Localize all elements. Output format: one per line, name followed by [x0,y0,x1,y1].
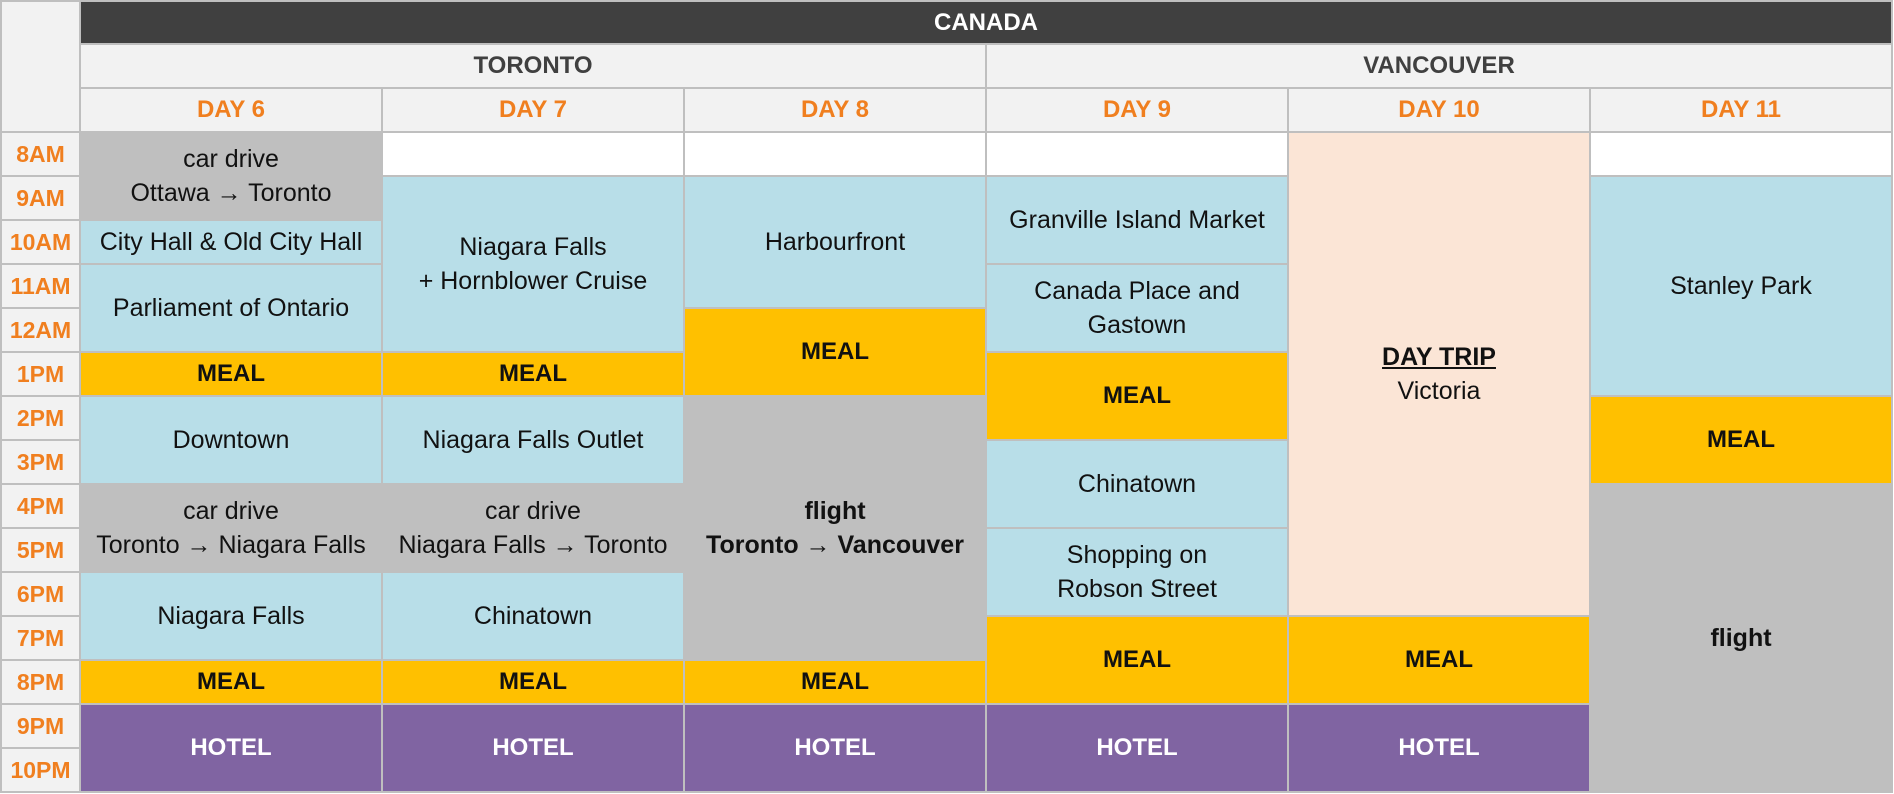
activity-block: Niagara Falls [81,573,383,661]
meal-block: MEAL [987,617,1289,705]
travel-block: car drive Toronto → Niagara Falls [81,485,383,573]
activity-block: Stanley Park [1591,177,1893,397]
activity-block: Shopping on Robson Street [987,529,1289,617]
activity-block: Downtown [81,397,383,485]
activity-block: Parliament of Ontario [81,265,383,353]
time-label: 6PM [0,573,81,617]
activity-block: Chinatown [987,441,1289,529]
flight-block: flight [1591,485,1893,793]
activity-block: Granville Island Market [987,177,1289,265]
corner-cell [0,0,81,133]
travel-block: car drive Ottawa → Toronto [81,133,383,221]
hotel-block: HOTEL [383,705,685,793]
city-header-vancouver: VANCOUVER [987,45,1893,89]
day-header: DAY 6 [81,89,383,133]
day-header: DAY 8 [685,89,987,133]
flight-block: flight Toronto → Vancouver [685,397,987,661]
day-header: DAY 11 [1591,89,1893,133]
time-label: 2PM [0,397,81,441]
meal-block: MEAL [1289,617,1591,705]
meal-block: MEAL [81,353,383,397]
meal-block: MEAL [987,353,1289,441]
time-label: 8PM [0,661,81,705]
time-label: 8AM [0,133,81,177]
meal-block: MEAL [685,309,987,397]
time-label: 10PM [0,749,81,793]
time-label: 11AM [0,265,81,309]
day-header: DAY 7 [383,89,685,133]
activity-block: City Hall & Old City Hall [81,221,383,265]
day-trip-block [1289,133,1591,617]
time-label: 9AM [0,177,81,221]
empty-slot [1591,133,1893,177]
hotel-block: HOTEL [987,705,1289,793]
empty-slot [685,133,987,177]
meal-block: MEAL [383,661,685,705]
activity-block: Harbourfront [685,177,987,309]
empty-slot [383,133,685,177]
activity-block: Canada Place and Gastown [987,265,1289,353]
time-label: 4PM [0,485,81,529]
activity-block: Niagara Falls Outlet [383,397,685,485]
hotel-block: HOTEL [81,705,383,793]
meal-block: MEAL [81,661,383,705]
time-label: 3PM [0,441,81,485]
time-label: 5PM [0,529,81,573]
day-trip-destination: Victoria [1397,377,1481,405]
time-label: 10AM [0,221,81,265]
time-label: 12AM [0,309,81,353]
hotel-block: HOTEL [1289,705,1591,793]
day-header: DAY 10 [1289,89,1591,133]
meal-block: MEAL [1591,397,1893,485]
activity-block: Chinatown [383,573,685,661]
day-trip-title: DAY TRIP [1382,343,1496,371]
time-label: 9PM [0,705,81,749]
day-header: DAY 9 [987,89,1289,133]
time-label: 7PM [0,617,81,661]
country-header: CANADA [81,0,1893,45]
city-header-toronto: TORONTO [81,45,987,89]
travel-block: car drive Niagara Falls → Toronto [383,485,685,573]
meal-block: MEAL [383,353,685,397]
activity-block: Niagara Falls + Hornblower Cruise [383,177,685,353]
empty-slot [987,133,1289,177]
time-label: 1PM [0,353,81,397]
meal-block: MEAL [685,661,987,705]
hotel-block: HOTEL [685,705,987,793]
